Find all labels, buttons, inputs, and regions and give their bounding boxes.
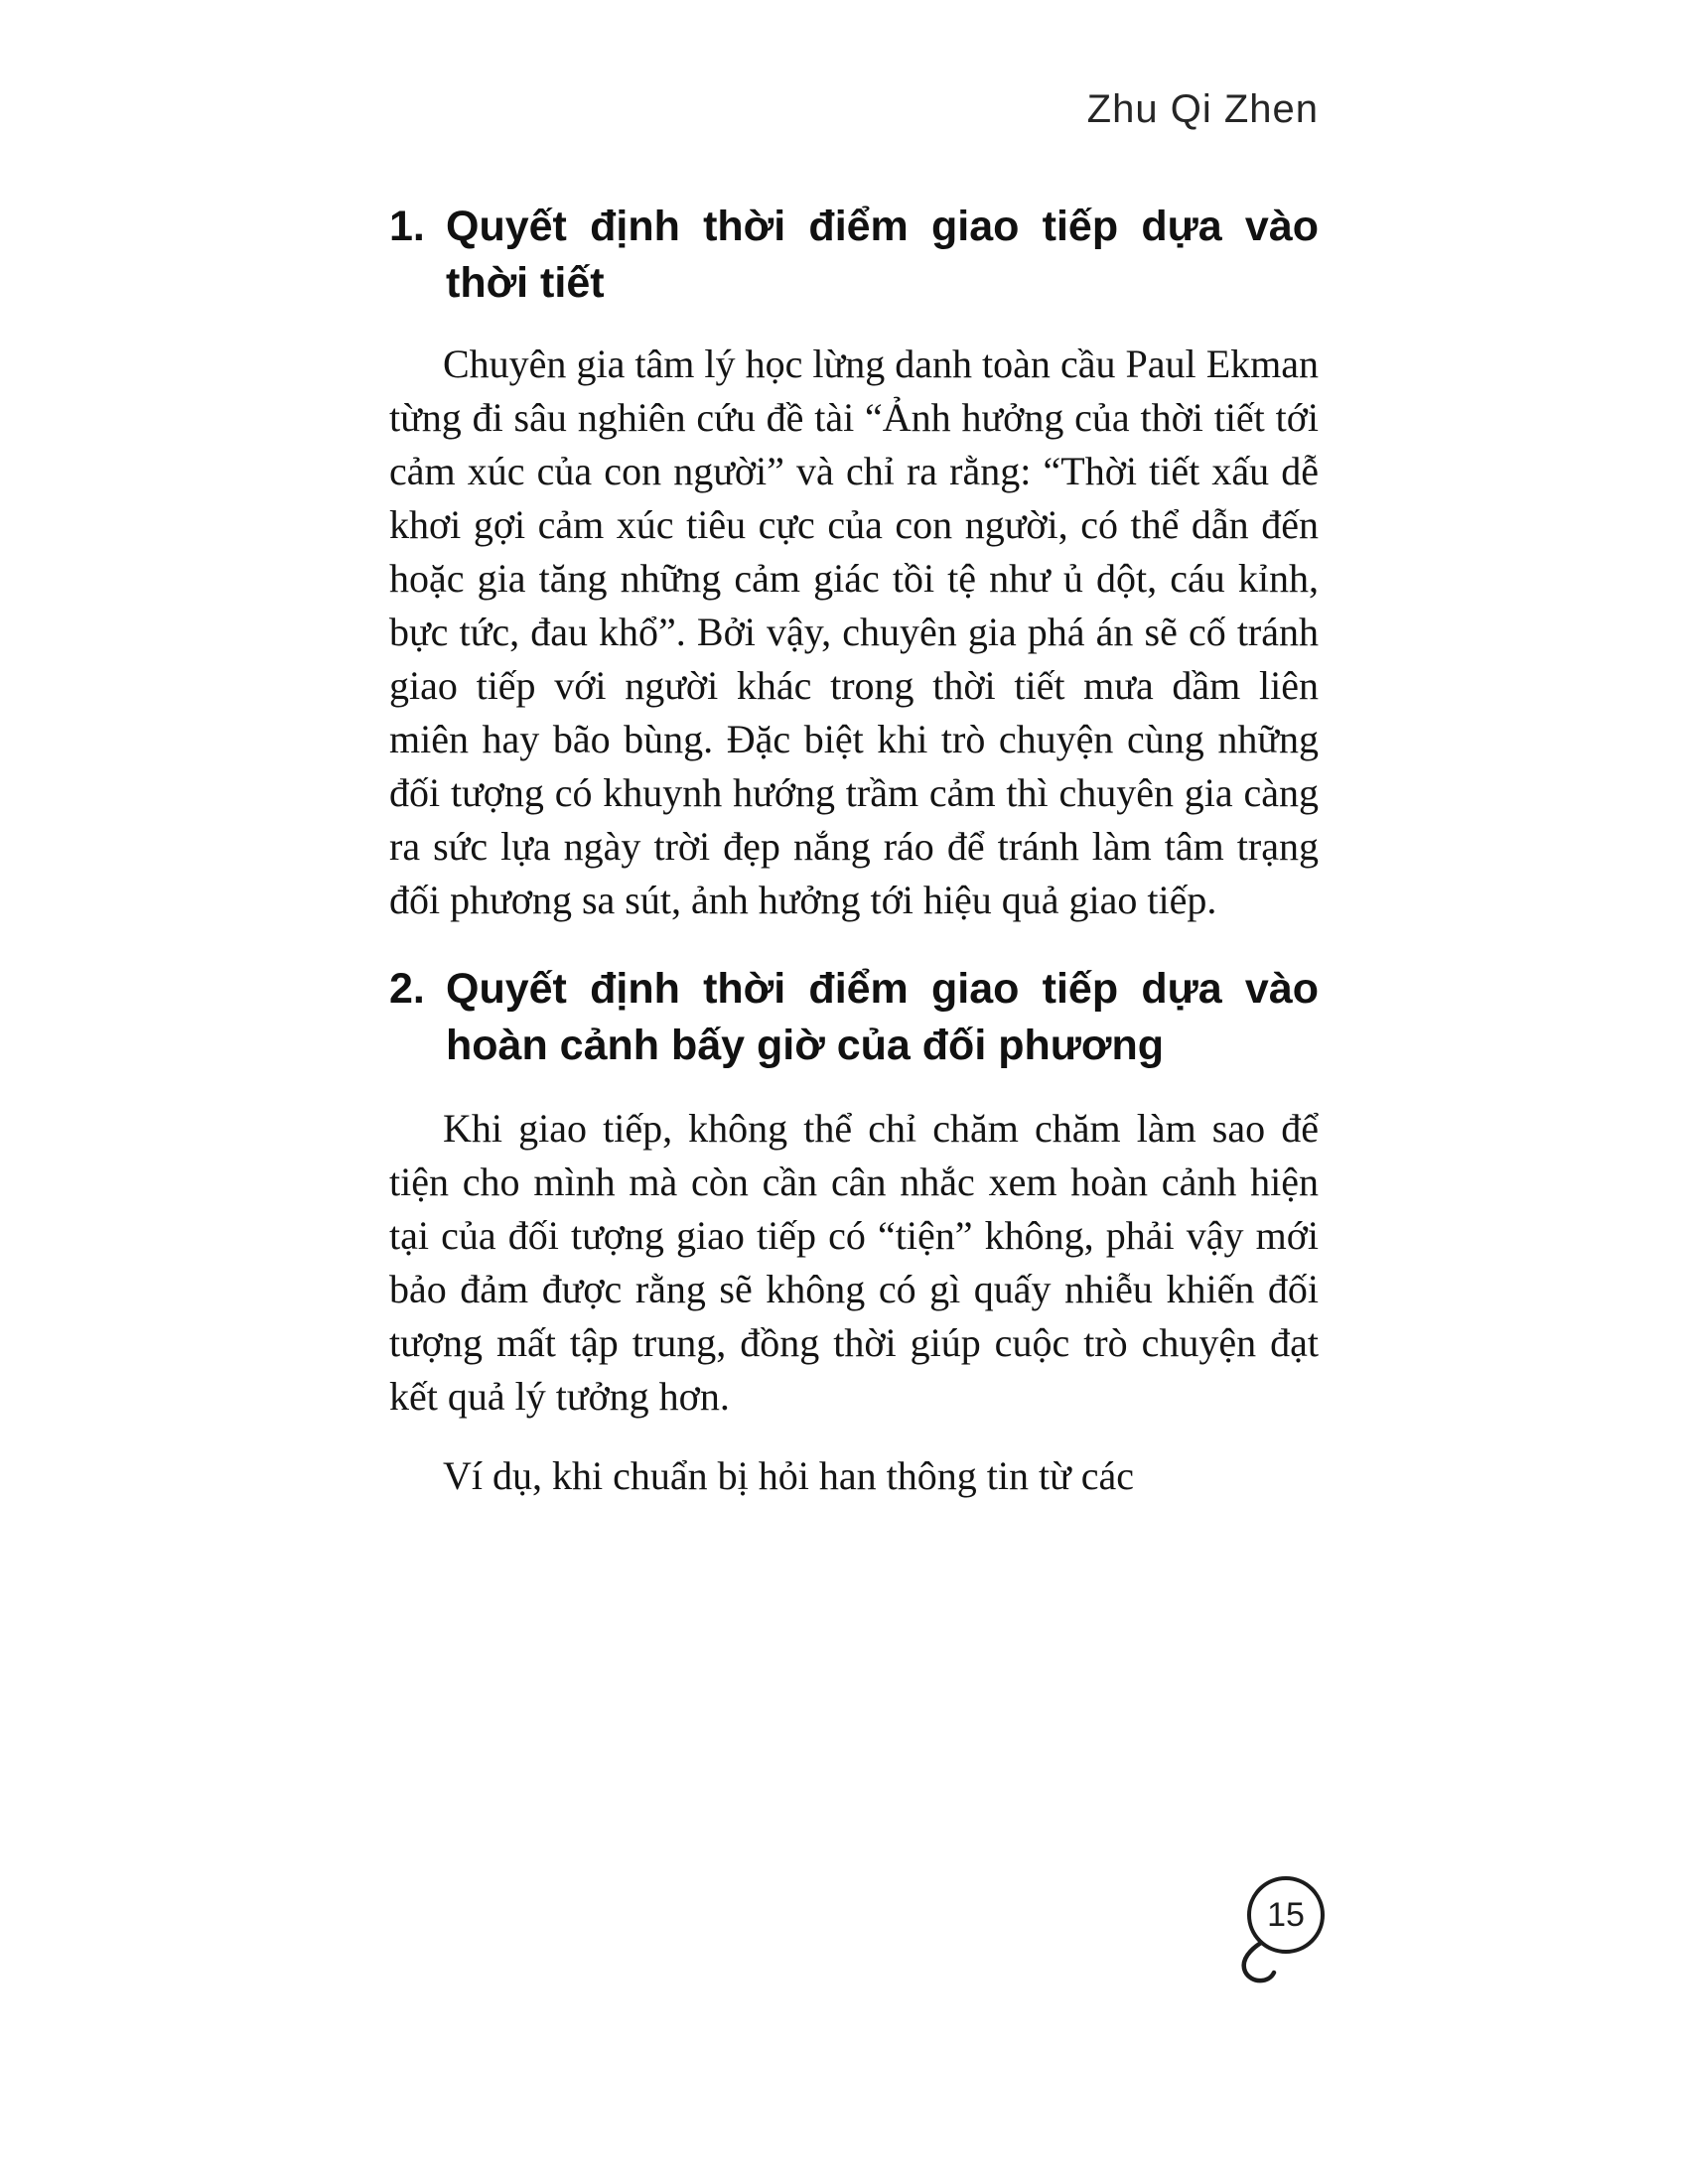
section-number: 2.	[389, 965, 425, 1013]
section-heading-1	[389, 199, 1319, 312]
page-number-bubble	[1229, 1876, 1348, 2015]
text-column	[389, 85, 1319, 1529]
body-paragraph: Khi giao tiếp, không thể chỉ chăm chăm làm sao để tiện cho mình mà còn cần cân nhắc xem hoàn cảnh hiện tại của đối tượng giao tiếp có “tiện” không, phải vậy mới bảo đảm được rằng sẽ không có gì quấy nhiễu khiến đối tượng mất tập trung, đồng thời giúp cuộc trò chuyện đạt kết quả lý tưởng hơn.	[389, 1106, 1319, 1419]
body-paragraph: Chuyên gia tâm lý học lừng danh toàn cầu Paul Ekman từng đi sâu nghiên cứu đề tài “Ảnh hưởng của thời tiết tới cảm xúc của con người” và chỉ ra rằng: “Thời tiết xấu dễ khơi gợi cảm xúc tiêu cực của con người, có thể dẫn đến hoặc gia tăng những cảm giác tồi tệ như ủ dột, cáu kỉnh, bực tức, đau khổ”. Bởi vậy, chuyên gia phá án sẽ cố tránh giao tiếp với người khác trong thời tiết mưa dầm liên miên hay bão bùng. Đặc biệt khi trò chuyện cùng những đối tượng có khuynh hướng trầm cảm thì chuyên gia càng ra sức lựa ngày trời đẹp nắng ráo để tránh làm tâm trạng đối phương sa sút, ảnh hưởng tới hiệu quả giao tiếp.	[389, 341, 1319, 922]
page-number: 15	[1247, 1876, 1325, 1954]
section-number: 1.	[389, 203, 425, 250]
body-paragraph: Ví dụ, khi chuẩn bị hỏi han thông tin từ các	[443, 1453, 1134, 1498]
section-title: Quyết định thời điểm giao tiếp dựa vào thời tiết	[446, 203, 1319, 307]
section-title: Quyết định thời điểm giao tiếp dựa vào hoàn cảnh bấy giờ của đối phương	[446, 965, 1319, 1069]
section-heading-2	[389, 961, 1319, 1074]
running-head-author: Zhu Qi Zhen	[1086, 87, 1319, 131]
